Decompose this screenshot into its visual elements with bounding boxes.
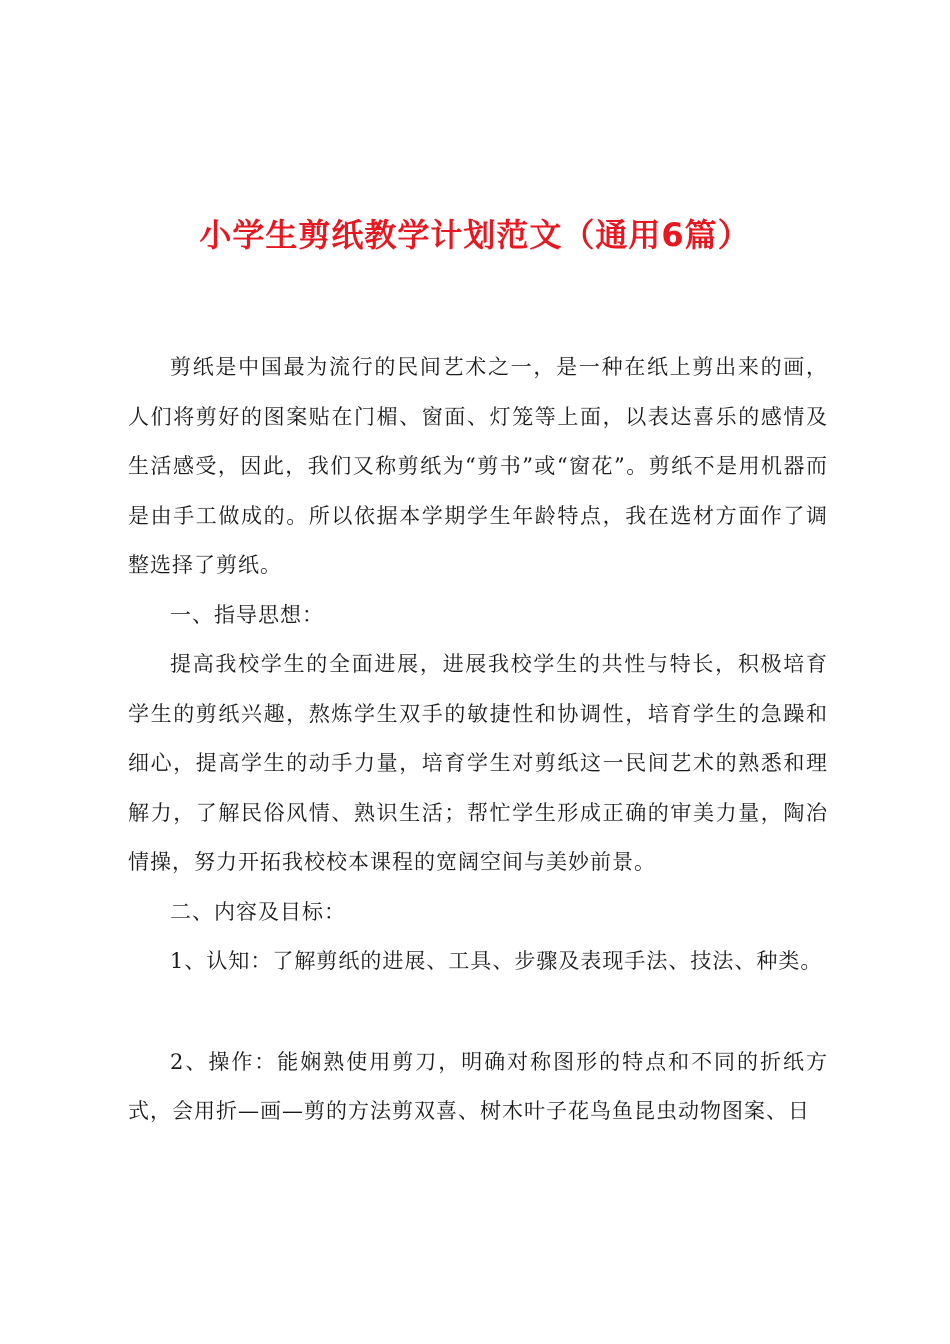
paragraph-guiding-thought: 提高我校学生的全面进展，进展我校学生的共性与特长，积极培育学生的剪纸兴趣，熬炼学生双手的敏捷性和协调性，培育学生的急躁和细心，提高学生的动手力量，培育学生对剪纸这一民间艺术的熟悉和理解力，了解民俗风情、熟识生活；帮忙学生形成正确的审美力量，陶冶情操，努力开拓我校校本课程的宽阔空间与美妙前景。 xyxy=(128,652,828,874)
heading-content-goals: 二、内容及目标： xyxy=(170,899,346,924)
paragraph-cognition: 1、认知：了解剪纸的进展、工具、步骤及表现手法、技法、种类。 xyxy=(170,949,823,973)
paragraph-intro: 剪纸是中国最为流行的民间艺术之一，是一种在纸上剪出来的画，人们将剪好的图案贴在门楣、窗面、灯笼等上面，以表达喜乐的感情及生活感受，因此，我们又称剪纸为“剪书”或“窗花”。剪纸不是用机器而是由手工做成的。所以依据本学期学生年龄特点，我在选材方面作了调整选择了剪纸。 xyxy=(128,355,828,577)
paragraph-spacer xyxy=(128,987,828,1038)
document-body xyxy=(128,343,828,1137)
document-title: 小学生剪纸教学计划范文（通用6篇） xyxy=(199,216,751,254)
heading-guiding-thought: 一、指导思想： xyxy=(170,602,324,627)
paragraph-operation: 2、操作：能娴熟使用剪刀，明确对称图形的特点和不同的折纸方式，会用折—画—剪的方法剪双喜、树木叶子花鸟鱼昆虫动物图案、日 xyxy=(128,1049,828,1123)
